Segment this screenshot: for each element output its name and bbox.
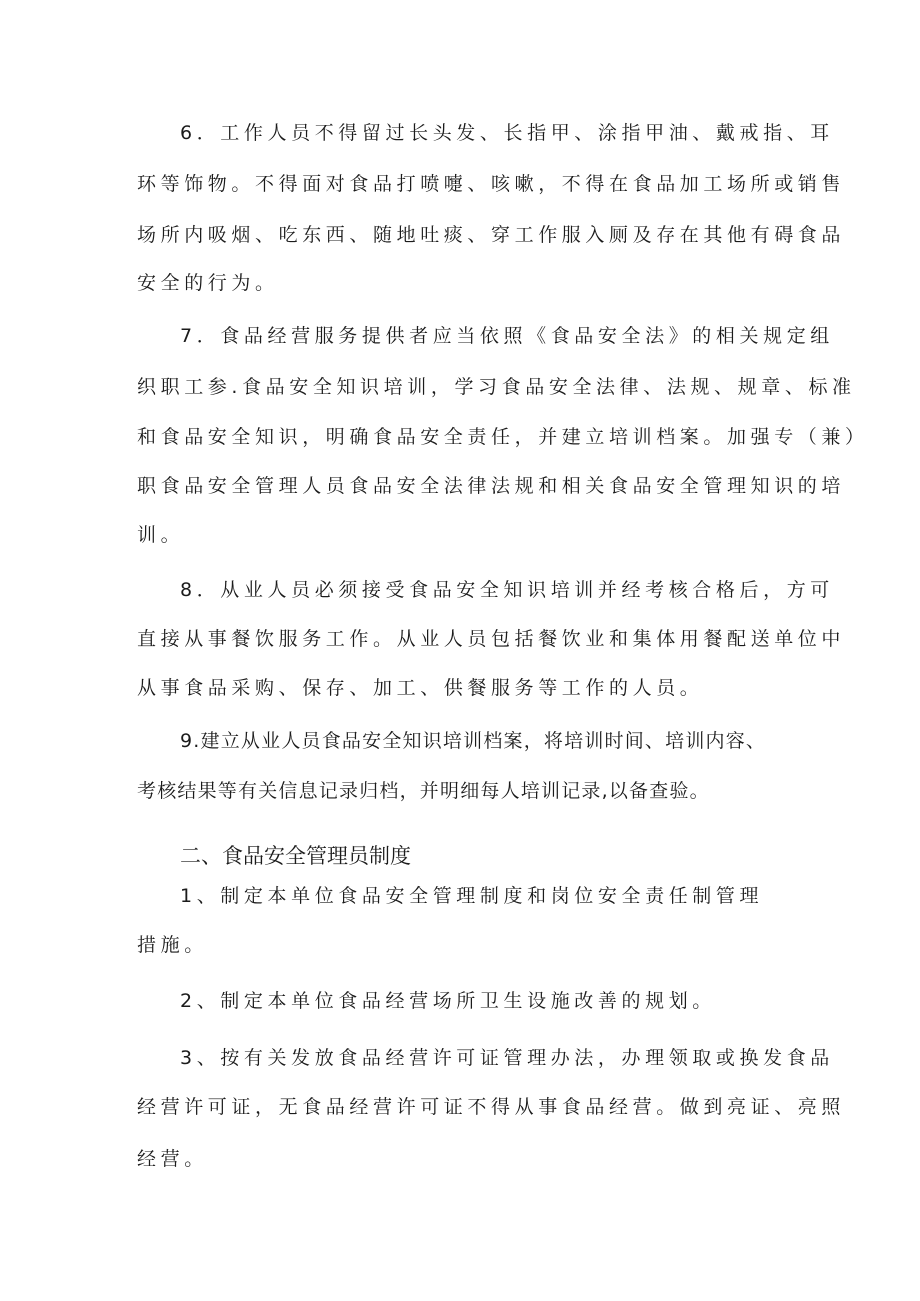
- paragraph-line: 从事食品采购、保存、加工、供餐服务等工作的人员。: [137, 677, 704, 699]
- paragraph-line: 和食品安全知识，明确食品安全责任，并建立培训档案。加强专（兼）: [137, 426, 869, 448]
- item-line: 措施。: [137, 934, 208, 956]
- paragraph-line: 9.建立从业人员食品安全知识培训档案，将培训时间、培训内容、: [180, 730, 767, 752]
- paragraph-line: 考核结果等有关信息记录归档，并明细每人培训记录,以备查验。: [137, 780, 710, 802]
- item-line: 经营许可证，无食品经营许可证不得从事食品经营。做到亮证、亮照: [137, 1096, 846, 1118]
- paragraph-line: 6．工作人员不得留过长头发、长指甲、涂指甲油、戴戒指、耳: [180, 122, 834, 144]
- item-line: 1、制定本单位食品安全管理制度和岗位安全责任制管理: [180, 885, 764, 907]
- paragraph-line: 场所内吸烟、吃东西、随地吐痰、穿工作服入厕及存在其他有碍食品: [137, 224, 846, 246]
- paragraph-line: 训。: [137, 524, 185, 546]
- paragraph-line: 直接从事餐饮服务工作。从业人员包括餐饮业和集体用餐配送单位中: [137, 628, 846, 650]
- paragraph-line: 职食品安全管理人员食品安全法律法规和相关食品安全管理知识的培: [137, 475, 846, 497]
- item-line: 2、制定本单位食品经营场所卫生设施改善的规划。: [180, 990, 716, 1012]
- item-line: 经营。: [137, 1148, 208, 1170]
- paragraph-line: 8．从业人员必须接受食品安全知识培训并经考核合格后，方可: [180, 579, 834, 601]
- item-line: 3、按有关发放食品经营许可证管理办法，办理领取或换发食品: [180, 1047, 834, 1069]
- paragraph-line: 安全的行为。: [137, 272, 279, 294]
- paragraph-line: 7．食品经营服务提供者应当依照《食品安全法》的相关规定组: [180, 325, 834, 347]
- paragraph-line: 织职工参.食品安全知识培训，学习食品安全法律、法规、规章、标准: [137, 376, 856, 398]
- paragraph-line: 环等饰物。不得面对食品打喷嚏、咳嗽，不得在食品加工场所或销售: [137, 173, 846, 195]
- section-heading: 二、食品安全管理员制度: [180, 844, 411, 868]
